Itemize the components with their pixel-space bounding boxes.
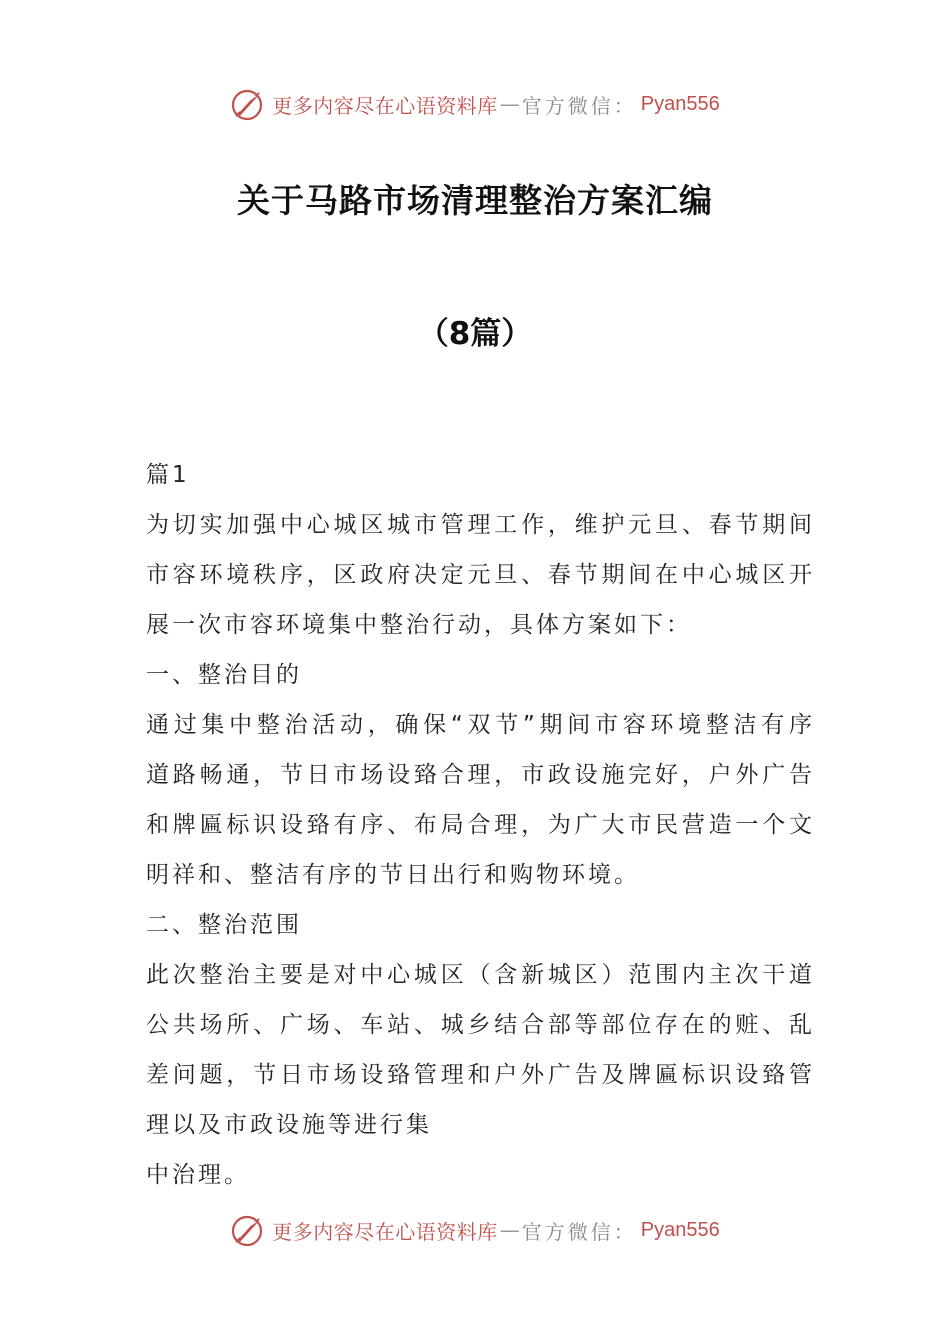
- footer-watermark: [0, 1208, 950, 1252]
- body-line: 此次整治主要是对中心城区（含新城区）范围内主次干道: [146, 962, 814, 988]
- body-line: 道路畅通，节日市场设臵合理，市政设施完好，户外广告: [146, 762, 814, 788]
- watermark-wechat-label: 官方微信：: [521, 93, 637, 118]
- body-line: 和牌匾标识设臵有序、布局合理，为广大市民营造一个文: [146, 812, 814, 838]
- watermark-brand: 更多内容尽在心语资料库: [272, 1219, 498, 1244]
- quill-logo-icon: [230, 86, 266, 122]
- body-line: 展一次市容环境集中整治行动，具体方案如下：: [146, 612, 692, 638]
- document-title: 关于马路市场清理整治方案汇编: [237, 181, 713, 220]
- document-body: [146, 450, 814, 1200]
- watermark-brand: 更多内容尽在心语资料库: [272, 93, 498, 118]
- body-line: 通过集中整治活动，确保“双节”期间市容环境整洁有序: [146, 712, 814, 738]
- body-line: 中治理。: [146, 1162, 250, 1188]
- body-line: 为切实加强中心城区城市管理工作，维护元旦、春节期间: [146, 512, 814, 538]
- watermark-wechat-id: Pyan556: [640, 1218, 720, 1241]
- quill-logo-icon: [230, 1212, 266, 1248]
- body-line: 市容环境秩序，区政府决定元旦、春节期间在中心城区开: [146, 562, 814, 588]
- body-line: 明祥和、整洁有序的节日出行和购物环境。: [146, 862, 640, 888]
- watermark-wechat-id: Pyan556: [640, 92, 720, 115]
- watermark-separator: —: [499, 92, 520, 116]
- section-heading: 一、整治目的: [146, 662, 302, 688]
- watermark-separator: —: [499, 1218, 520, 1242]
- body-line: 公共场所、广场、车站、城乡结合部等部位存在的赃、乱: [146, 1012, 814, 1038]
- body-line: 差问题，节日市场设臵管理和户外广告及牌匾标识设臵管: [146, 1062, 814, 1088]
- document-subtitle: （8篇）: [417, 316, 533, 352]
- body-line: 理以及市政设施等进行集: [146, 1112, 432, 1138]
- section-heading: 二、整治范围: [146, 912, 302, 938]
- section-label: 篇1: [146, 462, 190, 488]
- watermark-wechat-label: 官方微信：: [521, 1219, 637, 1244]
- header-watermark: [0, 82, 950, 126]
